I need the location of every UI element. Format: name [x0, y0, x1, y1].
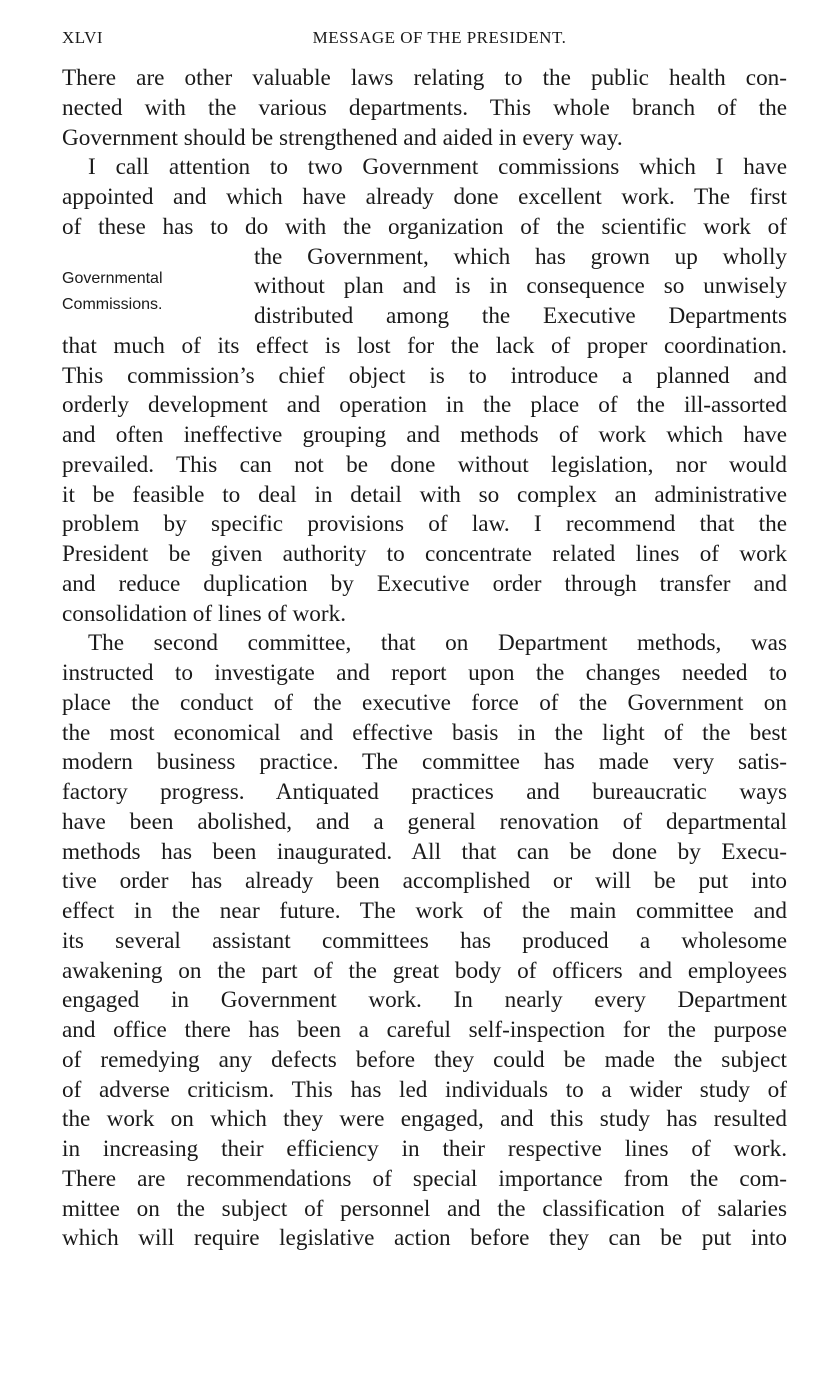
text-line: that much of its effect is lost for the lack of proper coordination.: [62, 332, 787, 359]
text-line: methods has been inaugurated. All that can be done by Execu-: [62, 838, 787, 865]
text-line: instructed to investigate and report upon the changes needed to: [62, 660, 787, 686]
text-line: I call attention to two Government commissions which I have: [88, 154, 787, 181]
text-line: and office there has been a careful self-inspection for the purpose: [62, 1017, 787, 1043]
text-line: prevailed. This can not be done without legislation, nor would: [62, 451, 787, 478]
running-head: [62, 28, 787, 50]
text-line: awakening on the part of the great body of officers and employees: [62, 957, 787, 984]
marginal-note-line: Governmental: [62, 270, 163, 287]
text-line: of these has to do with the organization of the scientific work of: [62, 213, 787, 240]
text-line: engaged in Government work. In nearly every Department: [62, 987, 787, 1014]
text-line: modern business practice. The committee has made very satis-: [62, 749, 787, 776]
running-title: MESSAGE OF THE PRESIDENT.: [312, 28, 567, 47]
text-line: its several assistant committees has produced a wholesome: [62, 927, 787, 954]
text-line: effect in the near future. The work of the main committee and: [62, 898, 787, 924]
text-line: There are recommendations of special importance from the com-: [62, 1165, 787, 1192]
text-line: which will require legislative action before they can be put into: [62, 1225, 787, 1252]
text-line: consolidation of lines of work.: [62, 600, 347, 627]
text-line: factory progress. Antiquated practices and bureaucratic ways: [62, 779, 787, 805]
text-line: in increasing their efficiency in their respective lines of work.: [62, 1136, 787, 1162]
text-line: There are other valuable laws relating to the public health con-: [62, 65, 787, 91]
text-line: the Government, which has grown up wholly: [254, 243, 787, 270]
text-line: mittee on the subject of personnel and the classification of salaries: [62, 1195, 787, 1222]
text-line: the work on which they were engaged, and this study has resulted: [62, 1106, 787, 1133]
text-line: This commission’s chief object is to introduce a planned and: [62, 362, 787, 389]
text-line: The second committee, that on Department methods, was: [88, 630, 787, 657]
text-line: Government should be strengthened and aided in every way.: [62, 124, 623, 151]
text-line: distributed among the Executive Departments: [254, 303, 787, 329]
text-line: without plan and is in consequence so unwisely: [254, 273, 787, 300]
text-line: tive order has already been accomplished or will be put into: [62, 868, 787, 895]
text-line: the most economical and effective basis in the light of the best: [62, 719, 787, 746]
text-line: orderly development and operation in the place of the ill-assorted: [62, 392, 787, 419]
text-line: nected with the various departments. This whole branch of the: [62, 94, 787, 121]
text-line: it be feasible to deal in detail with so complex an administrative: [62, 481, 787, 508]
text-line: of adverse criticism. This has led individuals to a wider study of: [62, 1076, 787, 1103]
text-line: appointed and which have already done excellent work. The first: [62, 184, 787, 210]
text-line: of remedying any defects before they could be made the subject: [62, 1046, 787, 1073]
text-line: and often ineffective grouping and methods of work which have: [62, 422, 787, 448]
body-text: [62, 64, 787, 1254]
marginal-note-line: Commissions.: [62, 296, 163, 313]
text-line: problem by specific provisions of law. I recommend that the: [62, 511, 787, 538]
text-line: and reduce duplication by Executive order through transfer and: [62, 570, 787, 597]
text-line: have been abolished, and a general renovation of departmental: [62, 808, 787, 835]
page-number: XLVI: [62, 28, 104, 47]
text-line: place the conduct of the executive force of the Government on: [62, 689, 787, 716]
text-line: President be given authority to concentrate related lines of work: [62, 541, 787, 567]
